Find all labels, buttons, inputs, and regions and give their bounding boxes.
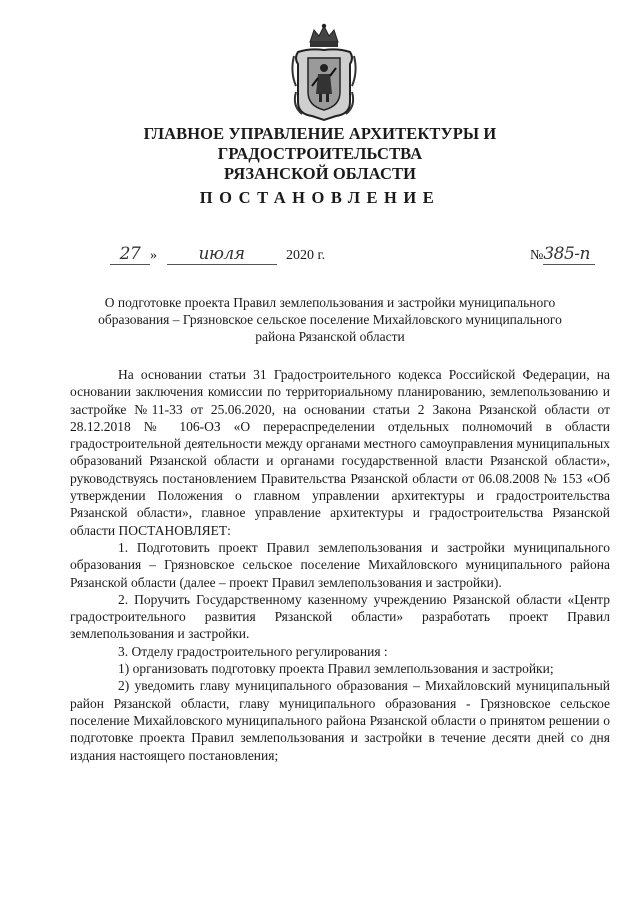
document-type-title: ПОСТАНОВЛЕНИЕ: [199, 188, 441, 207]
number-prefix: №: [530, 248, 544, 263]
body-item-3: 3. Отделу градостроительного регулирования :: [118, 643, 388, 659]
subject-line-2: образования – Грязновское сельское поселение Михайловского муниципального: [98, 312, 562, 327]
document-date: 27 » июля 2020 г.: [110, 244, 325, 265]
subject-line-3: района Рязанской области: [255, 329, 405, 344]
body-item-2: 2. Поручить Государственному казенному учреждению Рязанской области «Центр градостроительного развития Рязанской области» разработать проект Правил землепользования и застройки.: [70, 591, 610, 642]
number-value: 385-п: [543, 244, 595, 265]
date-day: 27: [110, 244, 150, 265]
org-line-1: ГЛАВНОЕ УПРАВЛЕНИЕ АРХИТЕКТУРЫ И ГРАДОСТРОИТЕЛЬСТВА: [143, 124, 497, 163]
document-subject: [70, 294, 590, 345]
coat-of-arms-icon: [288, 22, 360, 122]
organization-name: [40, 124, 600, 184]
body-item-1: 1. Подготовить проект Правил землепользования и застройки муниципального образования – Грязновское сельское поселение Михайловского муниципального района Рязанской области (далее – проект Правил землепользования и застройки).: [70, 539, 610, 590]
document-number: [530, 244, 595, 265]
date-month: июля: [167, 244, 277, 265]
body-item-3-1: 1) организовать подготовку проекта Правил землепользования и застройки;: [118, 661, 554, 677]
org-line-2: РЯЗАНСКОЙ ОБЛАСТИ: [223, 164, 417, 183]
subject-line-1: О подготовке проекта Правил землепользования и застройки муниципального: [104, 295, 556, 310]
document-body: [70, 366, 610, 764]
body-intro-paragraph: На основании статьи 31 Градостроительного кодекса Российской Федерации, на основании заключения комиссии по территориальному планированию, землепользованию и застройке №11-33 от 25.06.2020, на основании статьи 2 Закона Рязанской области от 28.12.2018 № 106-ОЗ «О перераспределении отдельных полномочий в области градостроительной деятельности между органами местного самоуправления муниципальных образований Рязанской области и органами государственной власти Рязанской области», руководствуясь постановлением Правительства Рязанской области от 06.08.2008 № 153 «Об утверждении Положения о главном управлении архитектуры и градостроительства Рязанской области», главное управление архитектуры и градостроительства Рязанской области ПОСТАНОВЛЯЕТ:: [70, 367, 610, 538]
date-year: 2020 г.: [286, 248, 326, 263]
body-item-3-2: 2) уведомить главу муниципального образования – Михайловский муниципальный район Рязанской области, главу муниципального образования - Грязновское сельское поселение Михайловского муниципального района Рязанской области о принятом решении о подготовке проекта Правил землепользования и застройки в течение десяти дней со дня издания настоящего постановления;: [70, 678, 610, 763]
